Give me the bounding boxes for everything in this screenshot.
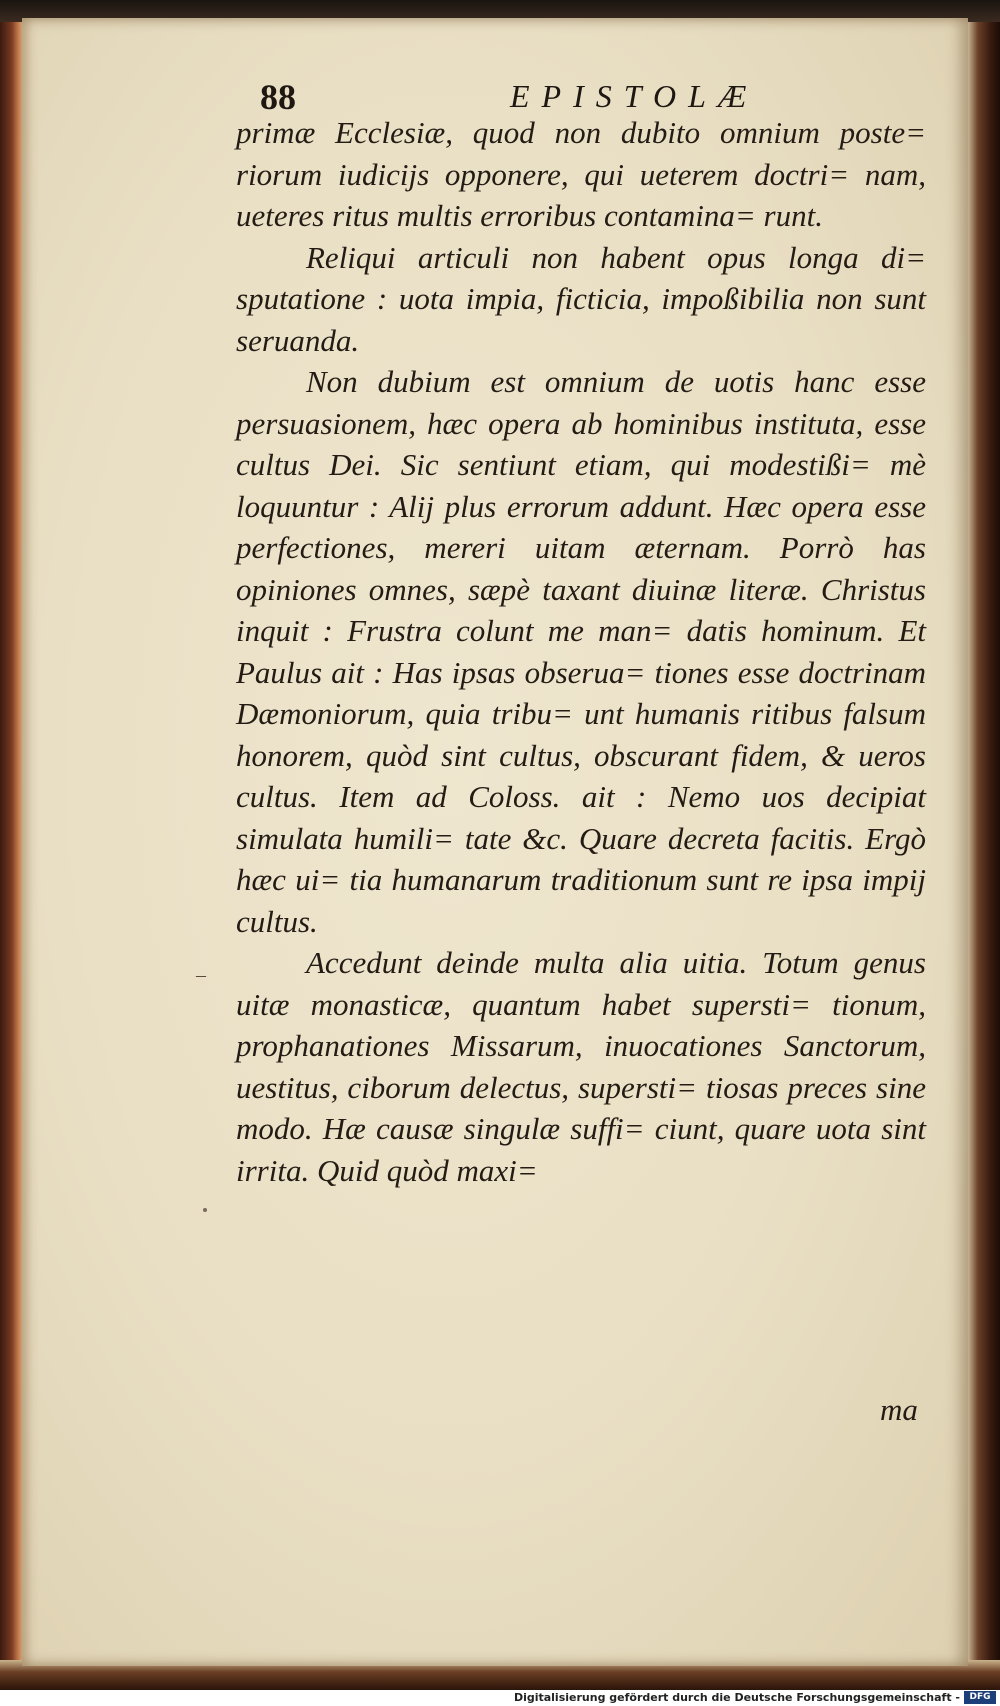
paragraph-3: Non dubium est omnium de uotis hanc esse persuasionem, hæc opera ab hominibus instituta, esse cultus Dei. Sic sentiunt etiam, qui modestißi= mè loquuntur : Alij plus errorum addunt. Hæc opera esse perfectiones, mereri uitam æternam. Porrò has opiniones omnes, sæpè taxant diuinæ literæ. Christus inquit : Frustra colunt me man= datis hominum. Et Paulus ait : Has ipsas obserua= tiones esse doctrinam Dæmoniorum, quia tribu= unt humanis ritibus falsum honorem, quòd sint cultus, obscurant fidem, & ueros cultus. Item ad Coloss. ait : Nemo uos decipiat simulata humili= tate &c. Quare decreta facitis. Ergò hæc ui= tia humanarum traditionum sunt re ipsa impij cultus. xyxy=(236,364,926,939)
fore-edge xyxy=(966,0,1000,1690)
ink-speck xyxy=(203,1208,207,1212)
paragraph-1: primæ Ecclesiæ, quod non dubito omnium poste= riorum iudicijs opponere, qui ueterem doctri= nam, ueteres ritus multis erroribus contamina= runt. xyxy=(236,115,926,233)
page-number: 88 xyxy=(260,77,296,117)
paragraph-4: Accedunt deinde multa alia uitia. Totum genus uitæ monasticæ, quantum habet supersti= tionum, prophanationes Missarum, inuocationes Sanctorum, uestitus, ciborum delectus, supersti= tiosas preces sine modo. Hæ causæ singulæ suffi= ciunt, quare uota sint irrita. Quid quòd maxi= xyxy=(236,945,926,1188)
margin-mark: ‒ xyxy=(196,964,206,986)
catchword: ma xyxy=(880,1392,918,1427)
funding-credit: Digitalisierung gefördert durch die Deutsche Forschungsgemeinschaft - xyxy=(513,1691,960,1704)
running-head: EPISTOLÆ xyxy=(510,78,759,114)
dfg-logo: DFG xyxy=(964,1691,996,1704)
footer-bar xyxy=(0,1690,1000,1706)
main-text xyxy=(236,112,926,1191)
paragraph-2: Reliqui articuli non habent opus longa di= sputatione : uota impia, ficticia, impoßibilia non sunt seruanda. xyxy=(236,239,926,358)
